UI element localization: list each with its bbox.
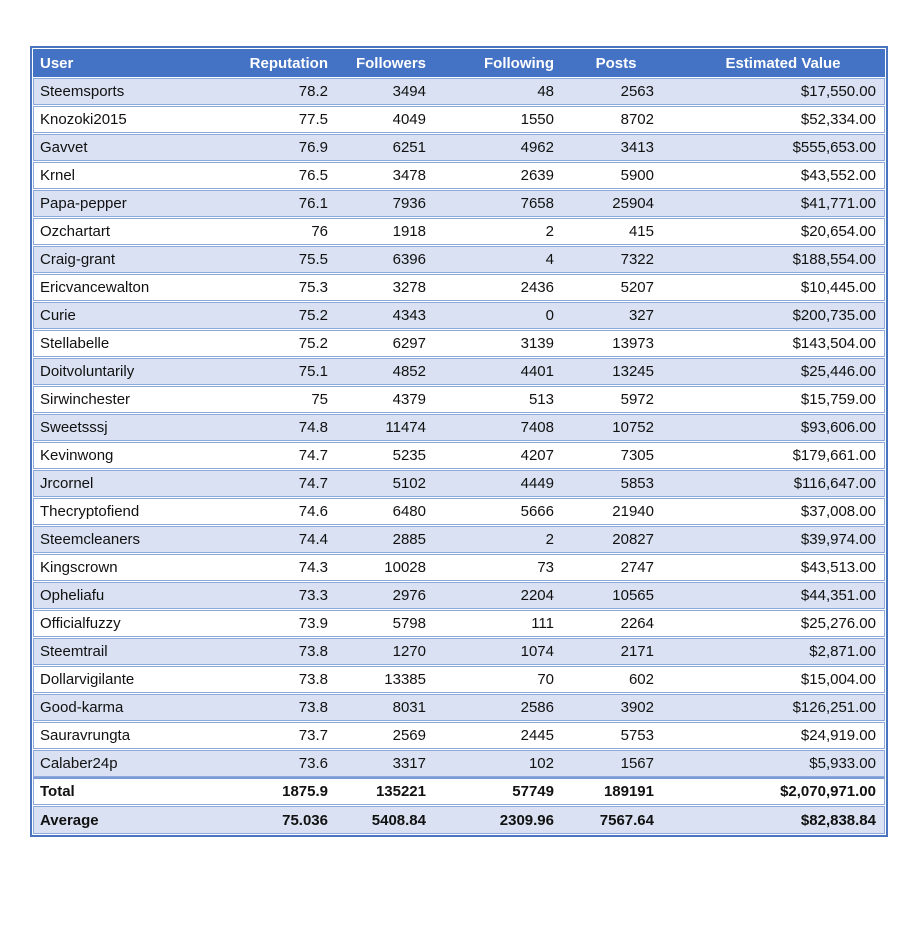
average-estimated-value: $82,838.84 — [800, 811, 876, 829]
cell-estimated-value: $555,653.00 — [792, 139, 876, 156]
cell-posts: 1567 — [620, 755, 654, 772]
cell-reputation: 73.6 — [298, 755, 328, 772]
cell-following: 2436 — [520, 279, 554, 296]
cell-followers: 2569 — [392, 727, 426, 744]
cell-following: 3139 — [520, 335, 554, 352]
cell-user: Kingscrown — [40, 559, 118, 576]
average-posts: 7567.64 — [599, 811, 654, 829]
cell-estimated-value: $39,974.00 — [800, 531, 876, 548]
total-followers: 135221 — [375, 783, 426, 800]
cell-estimated-value: $2,871.00 — [809, 643, 876, 660]
table-row — [33, 750, 885, 777]
table-row — [33, 274, 885, 301]
cell-reputation: 75.2 — [298, 307, 328, 324]
cell-followers: 2976 — [392, 587, 426, 604]
cell-posts: 13245 — [612, 363, 654, 380]
cell-estimated-value: $52,334.00 — [800, 111, 876, 128]
cell-reputation: 75.1 — [298, 363, 328, 380]
table-row — [33, 246, 885, 273]
cell-following: 4449 — [520, 475, 554, 492]
cell-reputation: 74.7 — [298, 475, 328, 492]
cell-followers: 3317 — [392, 755, 426, 772]
cell-user: Knozoki2015 — [40, 111, 127, 128]
cell-reputation: 78.2 — [298, 83, 328, 100]
column-header-following: Following — [484, 54, 554, 72]
cell-estimated-value: $93,606.00 — [800, 419, 876, 436]
table-row — [33, 106, 885, 133]
cell-followers: 1918 — [392, 223, 426, 240]
cell-followers: 3494 — [392, 83, 426, 100]
table-header-row — [33, 49, 885, 77]
cell-following: 2204 — [520, 587, 554, 604]
table-row — [33, 554, 885, 581]
cell-followers: 2885 — [392, 531, 426, 548]
cell-reputation: 75.2 — [298, 335, 328, 352]
table-row — [33, 134, 885, 161]
cell-reputation: 74.6 — [298, 503, 328, 520]
cell-posts: 5853 — [620, 475, 654, 492]
table-row — [33, 470, 885, 497]
cell-estimated-value: $188,554.00 — [792, 251, 876, 268]
cell-following: 70 — [537, 671, 554, 688]
table-row — [33, 358, 885, 385]
total-reputation: 1875.9 — [282, 783, 328, 800]
cell-estimated-value: $5,933.00 — [809, 755, 876, 772]
cell-posts: 3902 — [620, 699, 654, 716]
table-row — [33, 386, 885, 413]
average-reputation: 75.036 — [282, 811, 328, 829]
cell-followers: 1270 — [392, 643, 426, 660]
cell-followers: 3478 — [392, 167, 426, 184]
table-row — [33, 638, 885, 665]
cell-estimated-value: $17,550.00 — [800, 83, 876, 100]
cell-followers: 6396 — [392, 251, 426, 268]
table-row — [33, 722, 885, 749]
average-following: 2309.96 — [499, 811, 554, 829]
cell-reputation: 75.3 — [298, 279, 328, 296]
cell-estimated-value: $25,446.00 — [800, 363, 876, 380]
cell-following: 2 — [545, 531, 554, 548]
cell-estimated-value: $43,513.00 — [800, 559, 876, 576]
cell-following: 48 — [537, 83, 554, 100]
table-row — [33, 666, 885, 693]
average-followers: 5408.84 — [371, 811, 426, 829]
cell-following: 0 — [545, 307, 554, 324]
cell-posts: 7305 — [620, 447, 654, 464]
cell-following: 2586 — [520, 699, 554, 716]
total-estimated-value: $2,070,971.00 — [780, 783, 876, 800]
cell-user: Krnel — [40, 167, 76, 184]
cell-user: Steemtrail — [40, 643, 108, 660]
cell-posts: 327 — [628, 307, 654, 324]
cell-following: 2639 — [520, 167, 554, 184]
cell-estimated-value: $200,735.00 — [792, 307, 876, 324]
cell-following: 2 — [545, 223, 554, 240]
cell-user: Officialfuzzy — [40, 615, 121, 632]
cell-posts: 3413 — [620, 139, 654, 156]
cell-followers: 6480 — [392, 503, 426, 520]
cell-estimated-value: $116,647.00 — [793, 475, 876, 492]
table-row — [33, 610, 885, 637]
cell-user: Doitvoluntarily — [40, 363, 135, 380]
cell-posts: 20827 — [612, 531, 654, 548]
cell-posts: 5207 — [620, 279, 654, 296]
cell-following: 7408 — [520, 419, 554, 436]
cell-user: Sauravrungta — [40, 727, 131, 744]
cell-posts: 5972 — [620, 391, 654, 408]
cell-posts: 2264 — [620, 615, 654, 632]
cell-followers: 8031 — [392, 699, 426, 716]
cell-user: Gavvet — [40, 139, 88, 156]
average-row — [33, 806, 885, 834]
cell-followers: 5102 — [392, 475, 426, 492]
cell-user: Stellabelle — [40, 335, 110, 352]
table-row — [33, 190, 885, 217]
cell-following: 1074 — [520, 643, 554, 660]
table-row — [33, 442, 885, 469]
cell-followers: 5798 — [392, 615, 426, 632]
cell-posts: 7322 — [620, 251, 654, 268]
cell-posts: 10752 — [612, 419, 654, 436]
cell-posts: 5753 — [620, 727, 654, 744]
cell-user: Papa-pepper — [40, 195, 127, 212]
cell-reputation: 76.1 — [298, 195, 328, 212]
column-header-estimated-value: Estimated Value — [725, 54, 841, 72]
cell-posts: 602 — [628, 671, 654, 688]
cell-followers: 4379 — [392, 391, 426, 408]
cell-reputation: 74.3 — [298, 559, 328, 576]
column-header-user: User — [40, 54, 74, 72]
cell-followers: 4343 — [392, 307, 426, 324]
cell-reputation: 73.8 — [298, 643, 328, 660]
cell-posts: 10565 — [612, 587, 654, 604]
cell-estimated-value: $44,351.00 — [800, 587, 876, 604]
table-row — [33, 162, 885, 189]
cell-estimated-value: $126,251.00 — [792, 699, 876, 716]
cell-user: Sirwinchester — [40, 391, 131, 408]
cell-reputation: 74.8 — [298, 419, 328, 436]
cell-posts: 8702 — [620, 111, 654, 128]
cell-posts: 21940 — [612, 503, 654, 520]
cell-estimated-value: $41,771.00 — [800, 195, 876, 212]
total-label: Total — [40, 783, 75, 800]
cell-user: Dollarvigilante — [40, 671, 135, 688]
cell-estimated-value: $24,919.00 — [800, 727, 876, 744]
cell-following: 2445 — [520, 727, 554, 744]
cell-following: 4 — [545, 251, 554, 268]
cell-reputation: 73.7 — [298, 727, 328, 744]
column-header-followers: Followers — [355, 54, 426, 72]
cell-reputation: 73.9 — [298, 615, 328, 632]
cell-following: 4401 — [520, 363, 554, 380]
cell-followers: 4852 — [392, 363, 426, 380]
cell-reputation: 75.5 — [298, 251, 328, 268]
cell-reputation: 76 — [311, 223, 328, 240]
cell-reputation: 74.4 — [298, 531, 328, 548]
table-row — [33, 302, 885, 329]
cell-reputation: 76.5 — [298, 167, 328, 184]
cell-following: 73 — [537, 559, 554, 576]
cell-user: Opheliafu — [40, 587, 105, 604]
cell-followers: 6297 — [392, 335, 426, 352]
table-row — [33, 694, 885, 721]
table-row — [33, 78, 885, 105]
cell-following: 4962 — [520, 139, 554, 156]
cell-user: Ericvancewalton — [40, 279, 150, 296]
cell-posts: 415 — [628, 223, 654, 240]
cell-user: Jrcornel — [40, 475, 94, 492]
cell-followers: 11474 — [385, 419, 426, 436]
cell-posts: 2171 — [620, 643, 654, 660]
column-header-reputation: Reputation — [249, 54, 328, 72]
cell-reputation: 75 — [311, 391, 328, 408]
cell-followers: 13385 — [384, 671, 426, 688]
cell-estimated-value: $25,276.00 — [800, 615, 876, 632]
total-row — [33, 777, 885, 805]
cell-user: Thecryptofiend — [40, 503, 140, 520]
cell-following: 5666 — [520, 503, 554, 520]
average-label: Average — [40, 811, 99, 829]
cell-posts: 2747 — [620, 559, 654, 576]
cell-user: Steemcleaners — [40, 531, 141, 548]
cell-reputation: 73.8 — [298, 671, 328, 688]
cell-following: 111 — [531, 615, 554, 632]
table-row — [33, 218, 885, 245]
cell-reputation: 74.7 — [298, 447, 328, 464]
table-row — [33, 414, 885, 441]
cell-estimated-value: $20,654.00 — [800, 223, 876, 240]
cell-estimated-value: $179,661.00 — [792, 447, 876, 464]
cell-estimated-value: $37,008.00 — [800, 503, 876, 520]
cell-following: 513 — [528, 391, 554, 408]
cell-reputation: 77.5 — [298, 111, 328, 128]
cell-estimated-value: $15,759.00 — [800, 391, 876, 408]
cell-followers: 6251 — [392, 139, 426, 156]
cell-posts: 5900 — [620, 167, 654, 184]
user-stats-table — [30, 46, 888, 837]
total-posts: 189191 — [603, 783, 654, 800]
cell-followers: 7936 — [392, 195, 426, 212]
cell-reputation: 73.3 — [298, 587, 328, 604]
column-header-posts: Posts — [595, 54, 637, 72]
cell-posts: 2563 — [620, 83, 654, 100]
cell-posts: 13973 — [612, 335, 654, 352]
cell-followers: 10028 — [384, 559, 426, 576]
table-row — [33, 582, 885, 609]
cell-posts: 25904 — [612, 195, 654, 212]
cell-user: Kevinwong — [40, 447, 114, 464]
cell-following: 1550 — [520, 111, 554, 128]
total-following: 57749 — [512, 783, 554, 800]
table-row — [33, 526, 885, 553]
cell-following: 102 — [528, 755, 554, 772]
cell-estimated-value: $15,004.00 — [800, 671, 876, 688]
cell-user: Curie — [40, 307, 76, 324]
cell-user: Craig-grant — [40, 251, 116, 268]
cell-estimated-value: $43,552.00 — [800, 167, 876, 184]
cell-estimated-value: $143,504.00 — [792, 335, 876, 352]
table-body — [33, 78, 885, 777]
cell-user: Sweetsssj — [40, 419, 108, 436]
table-row — [33, 330, 885, 357]
cell-followers: 4049 — [392, 111, 426, 128]
cell-following: 4207 — [520, 447, 554, 464]
cell-estimated-value: $10,445.00 — [800, 279, 876, 296]
cell-reputation: 76.9 — [298, 139, 328, 156]
table-row — [33, 498, 885, 525]
cell-user: Calaber24p — [40, 755, 118, 772]
cell-followers: 5235 — [392, 447, 426, 464]
cell-user: Ozchartart — [40, 223, 111, 240]
cell-reputation: 73.8 — [298, 699, 328, 716]
cell-following: 7658 — [520, 195, 554, 212]
cell-user: Good-karma — [40, 699, 124, 716]
cell-followers: 3278 — [392, 279, 426, 296]
cell-user: Steemsports — [40, 83, 125, 100]
